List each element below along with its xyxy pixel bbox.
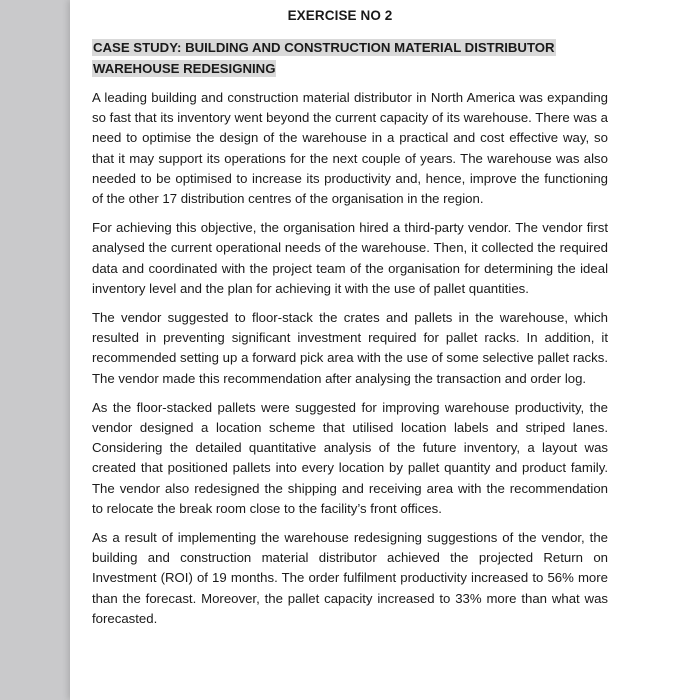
paragraph-4: As the floor-stacked pallets were suggested for improving warehouse productivity, the vendor designed a location scheme that utilised location labels and striped lanes. Considering the detailed quantitative analysis of the future inventory, a layout was created that positioned pallets into every location by pallet quantity and product family. The vendor also redesigned the shipping and receiving area with the recommendation to relocate the break room close to the facility’s front offices.: [92, 399, 608, 516]
paragraph-5: As a result of implementing the warehouse redesigning suggestions of the vendor, the building and construction material distributor achieved the projected Return on Investment (ROI) of 19 months. The order fulfilment productivity increased to 56% more than the forecast. Moreover, the pallet capacity increased to 33% more than what was forecasted.: [92, 530, 608, 626]
paragraph-2: For achieving this objective, the organisation hired a third-party vendor. The vendor first analysed the current operational needs of the warehouse. Then, it collected the required data and coordinated with the project team of the organisation for determining the ideal inventory level and the plan for achieving it with the use of pallet quantities.: [92, 220, 608, 296]
document-page: [70, 0, 696, 700]
paragraph-1: A leading building and construction material distributor in North America was expanding so fast that its inventory went beyond the current capacity of its warehouse. There was a need to optimise the design of the warehouse in a practical and cost effective way, so that it may support its operations for the next couple of years. The warehouse was also needed to be optimised to increase its productivity and, hence, improve the functioning of the other 17 distribution centres of the organisation in the region.: [92, 90, 608, 207]
paragraph-3: The vendor suggested to floor-stack the crates and pallets in the warehouse, which resulted in preventing significant investment required for pallet racks. In addition, it recommended setting up a forward pick area with the use of some selective pallet racks. The vendor made this recommendation after analysing the transaction and order log.: [92, 310, 608, 386]
case-study-heading: [92, 37, 612, 79]
body-text: [92, 88, 608, 638]
page-title: EXERCISE NO 2: [287, 8, 393, 23]
case-study-heading-line-2: WAREHOUSE REDESIGNING: [93, 61, 276, 76]
case-study-heading-line-1: CASE STUDY: BUILDING AND CONSTRUCTION MATERIAL DISTRIBUTOR: [93, 40, 555, 55]
